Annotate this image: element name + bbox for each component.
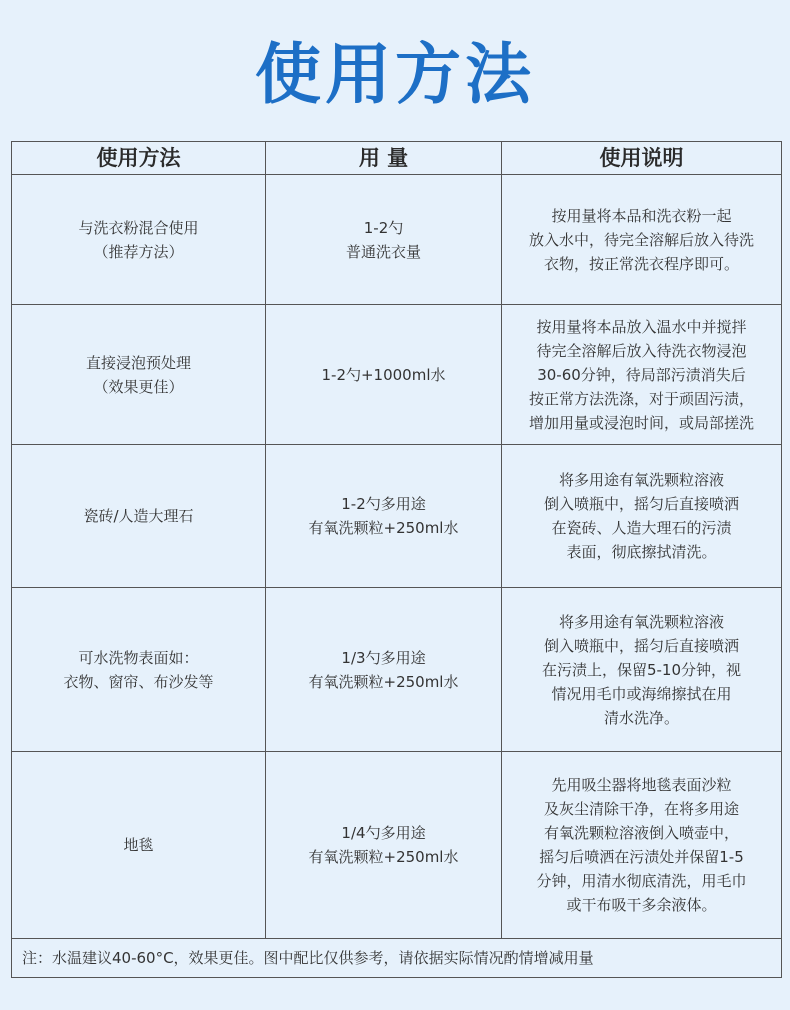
header-method: 使用方法 [12,142,266,175]
table-row [12,445,782,588]
dosage-cell: 1/4勺多用途 有氧洗颗粒+250ml水 [266,752,502,939]
table-header-row [12,142,782,175]
instructions-cell: 按用量将本品和洗衣粉一起 放入水中，待完全溶解后放入待洗 衣物，按正常洗衣程序即可。 [502,175,782,305]
table-row [12,752,782,939]
usage-table [11,141,782,978]
method-cell: 与洗衣粉混合使用 （推荐方法） [12,175,266,305]
dosage-cell: 1-2勺+1000ml水 [266,305,502,445]
instructions-cell: 按用量将本品放入温水中并搅拌 待完全溶解后放入待洗衣物浸泡 30-60分钟，待局部污渍消失后 按正常方法洗涤，对于顽固污渍， 增加用量或浸泡时间，或局部搓洗 [502,305,782,445]
instructions-cell: 先用吸尘器将地毯表面沙粒 及灰尘清除干净，在将多用途 有氧洗颗粒溶液倒入喷壶中， 摇匀后喷洒在污渍处并保留1-5 分钟，用清水彻底清洗，用毛巾 或干布吸干多余液体。 [502,752,782,939]
table-row [12,175,782,305]
table-row [12,588,782,752]
dosage-cell: 1-2勺 普通洗衣量 [266,175,502,305]
instructions-cell: 将多用途有氧洗颗粒溶液 倒入喷瓶中，摇匀后直接喷洒 在污渍上，保留5-10分钟，视 情况用毛巾或海绵擦拭在用 清水洗净。 [502,588,782,752]
table-row [12,305,782,445]
method-cell: 瓷砖/人造大理石 [12,445,266,588]
method-cell: 可水洗物表面如： 衣物、窗帘、布沙发等 [12,588,266,752]
note-text: 注：水温建议40-60°C，效果更佳。图中配比仅供参考，请依据实际情况酌情增减用量 [12,939,782,978]
method-cell: 地毯 [12,752,266,939]
note-row [12,939,782,978]
header-dosage: 用 量 [266,142,502,175]
header-instructions: 使用说明 [502,142,782,175]
method-cell: 直接浸泡预处理 （效果更佳） [12,305,266,445]
instructions-cell: 将多用途有氧洗颗粒溶液 倒入喷瓶中，摇匀后直接喷洒 在瓷砖、人造大理石的污渍 表面，彻底擦拭清洗。 [502,445,782,588]
page-title: 使用方法 [255,36,535,113]
dosage-cell: 1-2勺多用途 有氧洗颗粒+250ml水 [266,445,502,588]
dosage-cell: 1/3勺多用途 有氧洗颗粒+250ml水 [266,588,502,752]
